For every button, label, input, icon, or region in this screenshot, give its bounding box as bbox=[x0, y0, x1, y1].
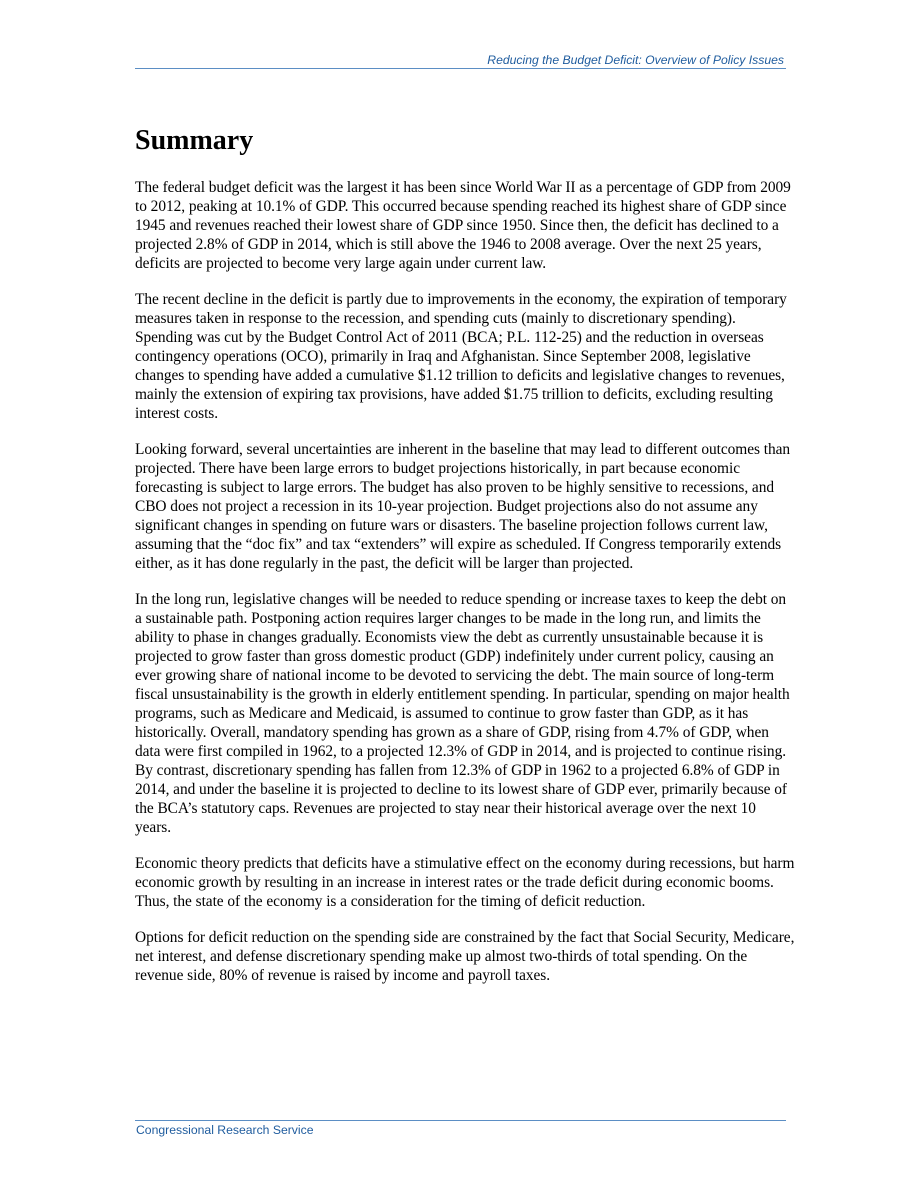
header-divider bbox=[135, 68, 786, 69]
paragraph-options: Options for deficit reduction on the spending side are constrained by the fact that Social Security, Medicare, net interest, and defense discretionary spending make up almost two-thirds of total spending. On the revenue side, 80% of revenue is raised by income and payroll taxes. bbox=[135, 929, 795, 984]
paragraph-uncertainties: Looking forward, several uncertainties are inherent in the baseline that may lead to different outcomes than projected. There have been large errors to budget projections historically, in part because economic forecasting is subject to large errors. The budget has also proven to be highly sensitive to recessions, and CBO does not project a recession in its 10-year projection. Budget projections also do not assume any significant changes in spending on future wars or disasters. The baseline projection follows current law, assuming that the “doc fix” and tax “extenders” will expire as scheduled. If Congress temporarily extends either, as it has done regularly in the past, the deficit will be larger than projected. bbox=[135, 441, 791, 572]
paragraph-economic-theory: Economic theory predicts that deficits have a stimulative effect on the economy during recessions, but harm economic growth by resulting in an increase in interest rates or the trade deficit during economic booms. Thus, the state of the economy is a consideration for the timing of deficit reduction. bbox=[135, 855, 795, 910]
paragraph-deficit-history: The federal budget deficit was the largest it has been since World War II as a percentage of GDP from 2009 to 2012, peaking at 10.1% of GDP. This occurred because spending reached its highest share of GDP since 1945 and revenues reached their lowest share of GDP since 1950. Since then, the deficit has declined to a projected 2.8% of GDP in 2014, which is still above the 1946 to 2008 average. Over the next 25 years, deficits are projected to become very large again under current law. bbox=[135, 179, 791, 272]
footer-divider bbox=[135, 1120, 786, 1121]
footer-publisher: Congressional Research Service bbox=[136, 1123, 314, 1137]
running-header-title: Reducing the Budget Deficit: Overview of Policy Issues bbox=[487, 53, 784, 67]
section-heading: Summary bbox=[135, 125, 254, 156]
summary-body bbox=[135, 178, 795, 1002]
paragraph-recent-decline: The recent decline in the deficit is partly due to improvements in the economy, the expiration of temporary measures taken in response to the recession, and spending cuts (mainly to discretionary spending). Spending was cut by the Budget Control Act of 2011 (BCA; P.L. 112-25) and the reduction in overseas contingency operations (OCO), primarily in Iraq and Afghanistan. Since September 2008, legislative changes to spending have added a cumulative $1.12 trillion to deficits and legislative changes to revenues, mainly the extension of expiring tax provisions, have added $1.75 trillion to deficits, excluding resulting interest costs. bbox=[135, 291, 787, 422]
paragraph-long-run: In the long run, legislative changes will be needed to reduce spending or increase taxes to keep the debt on a sustainable path. Postponing action requires larger changes to be made in the long run, and limits the ability to phase in changes gradually. Economists view the debt as currently unsustainable because it is projected to grow faster than gross domestic product (GDP) indefinitely under current policy, causing an ever growing share of national income to be devoted to servicing the debt. The main source of long-term fiscal unsustainability is the growth in elderly entitlement spending. In particular, spending on major health programs, such as Medicare and Medicaid, is assumed to continue to grow faster than GDP, as it has historically. Overall, mandatory spending has grown as a share of GDP, rising from 4.7% of GDP, when data were first compiled in 1962, to a projected 12.3% of GDP in 2014, and is projected to continue rising. By contrast, discretionary spending has fallen from 12.3% of GDP in 1962 to a projected 6.8% of GDP in 2014, and under the baseline it is projected to decline to its lowest share of GDP ever, primarily because of the BCA’s statutory caps. Revenues are projected to stay near their historical average over the next 10 years. bbox=[135, 591, 790, 836]
